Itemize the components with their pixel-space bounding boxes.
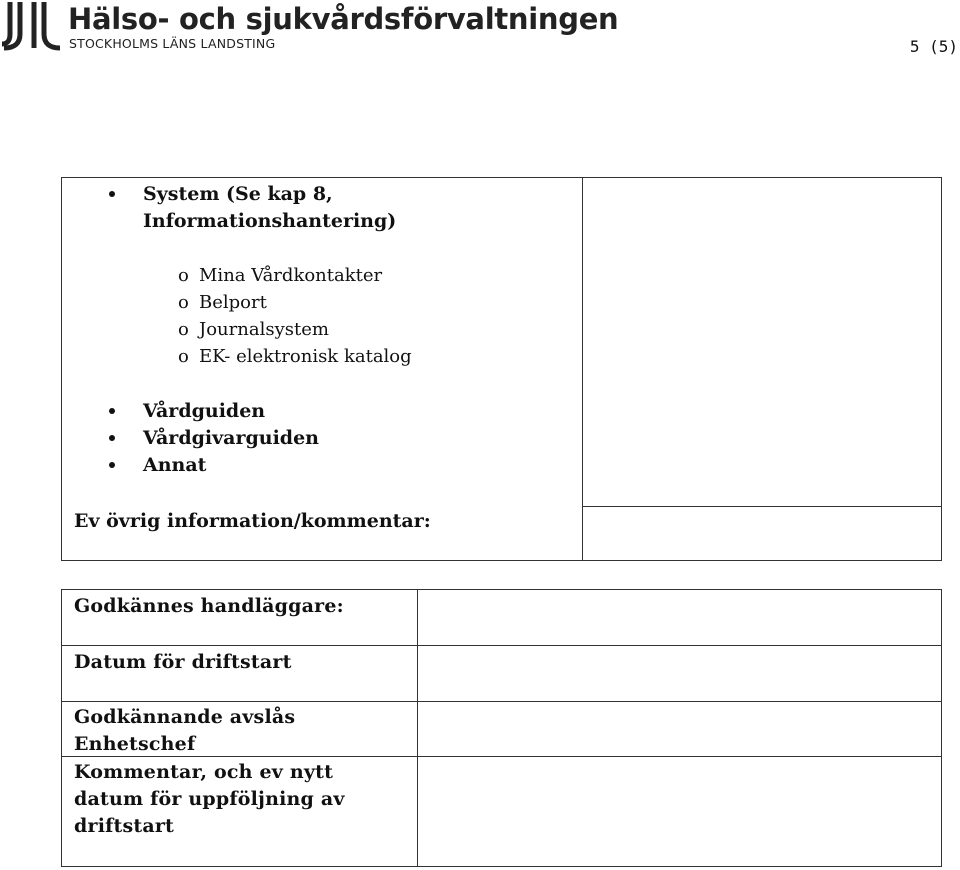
system-table xyxy=(61,177,942,561)
label-godkannes-handlaggare: Godkännes handläggare: xyxy=(74,595,344,617)
label-godkannande-avslas: Godkännande avslås Enhetschef xyxy=(74,706,296,755)
sub-item-belport: o Belport xyxy=(178,292,267,313)
bullet-icon xyxy=(109,408,115,414)
bullet-vardguiden: Vårdguiden xyxy=(143,400,266,422)
input-cell-handlaggare[interactable] xyxy=(418,590,941,645)
bullet-icon xyxy=(109,435,115,441)
input-cell-kommentar[interactable] xyxy=(418,757,941,866)
bullet-icon xyxy=(109,191,115,197)
input-cell-enhetschef[interactable] xyxy=(418,702,941,756)
approval-table xyxy=(61,589,942,867)
sub-item-ek-katalog: o EK- elektronisk katalog xyxy=(178,346,412,367)
input-cell-datum[interactable] xyxy=(418,646,941,701)
sub-item-journalsystem: o Journalsystem xyxy=(178,319,329,340)
logo xyxy=(0,0,619,56)
bullet-vardgivarguiden: Vårdgivarguiden xyxy=(143,427,319,449)
sub-item-mina-vardkontakter: o Mina Vårdkontakter xyxy=(178,265,383,286)
bullet-annat: Annat xyxy=(143,454,207,476)
column-divider xyxy=(582,178,583,560)
org-subtitle: STOCKHOLMS LÄNS LANDSTING xyxy=(69,36,276,51)
label-kommentar: Kommentar, och ev nytt datum för uppföljning av driftstart xyxy=(74,761,345,837)
label-datum-driftstart: Datum för driftstart xyxy=(74,651,292,673)
system-label-line1: System (Se kap 8, xyxy=(143,183,333,205)
bullet-icon xyxy=(109,462,115,468)
landsting-logo-icon xyxy=(0,0,62,52)
row-divider xyxy=(582,506,942,507)
org-name: Hälso- och sjukvårdsförvaltningen xyxy=(68,2,619,36)
page-number: 5 (5) xyxy=(909,37,958,56)
system-label-line2: Informationshantering) xyxy=(143,210,397,232)
info-label: Ev övrig information/kommentar: xyxy=(74,510,431,532)
